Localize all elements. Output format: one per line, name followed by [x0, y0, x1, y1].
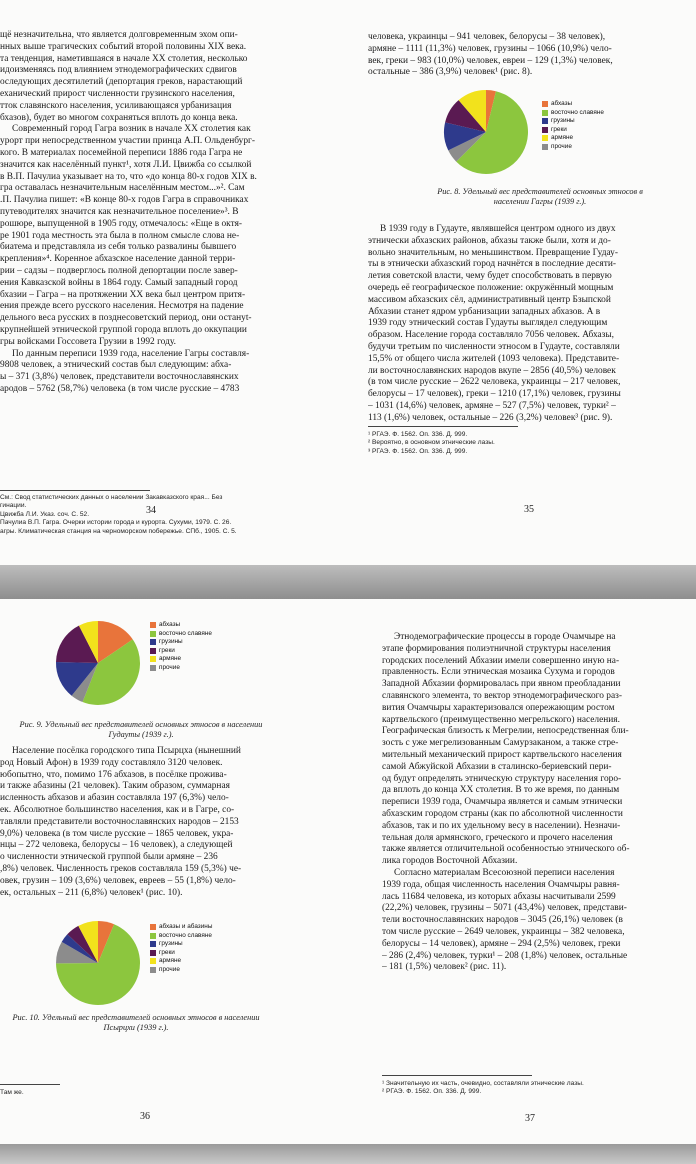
- legend-swatch: [150, 941, 156, 947]
- page-35-intro: [368, 32, 686, 79]
- text-line: та тенденция, наметившаяся в начале XX столетия, несколько: [0, 53, 248, 64]
- text-line: образом. Население города составляло 7056 человек. Абхазы,: [368, 330, 615, 341]
- legend-swatch: [542, 118, 548, 124]
- text-line: Согласно материалам Всесоюзной переписи населения: [394, 867, 615, 878]
- text-line: рии – садзы – подверглось полной депортации после завер-: [0, 265, 238, 276]
- text-line: (22,2%) человек, грузины – 5071 (43,4%) человек, представи-: [382, 903, 627, 914]
- legend-item: [542, 109, 604, 118]
- legend-fig9: [150, 621, 212, 672]
- legend-item: [150, 638, 212, 647]
- text-line: и также абазины (21 человек). Таким образом, суммарная: [0, 781, 230, 792]
- page-number-36: 36: [140, 1111, 150, 1122]
- footnote: ¹ Значительную их часть, очевидно, составляли этнические лазы.: [382, 1080, 584, 1087]
- pie-chart-gudauta: [50, 617, 150, 709]
- text-line: дельного веса русских в позднесоветский период, они остануt-: [0, 313, 252, 324]
- text-line: Абхазии станет ядром урбанизации западных абхазов. А в: [368, 306, 601, 317]
- text-line: картвельского (преимущественно мегрельского) населения.: [382, 714, 620, 725]
- legend-swatch: [150, 958, 156, 964]
- text-line: значится как населённый пункт¹, хотя Л.И. Цвижба со ссылкой: [0, 159, 252, 170]
- text-line: абхазским городом страны (как по абсолютной численности: [382, 808, 623, 819]
- text-line: тавляли представители восточнославянских народов – 2153: [0, 816, 239, 827]
- footnote-rule: [0, 490, 150, 491]
- text-line: городских поселений Абхазии имели совершенно иную на-: [382, 655, 620, 666]
- page-35-body: [368, 224, 686, 425]
- page-number-34: 34: [146, 505, 156, 516]
- text-line: гра оставалась незначительным населённым местом...»². Сам: [0, 183, 245, 194]
- text-line: ек. Абсолютное большинство населения, как и в Гагре, со-: [0, 804, 235, 815]
- text-line: юбопытно, что, помимо 176 абхазов, в посёлке прожива-: [0, 769, 227, 780]
- legend-swatch: [542, 101, 548, 107]
- text-line: ре 1901 года местность эта была в полном смысле слова не-: [0, 230, 240, 241]
- legend-swatch: [150, 967, 156, 973]
- legend-swatch: [150, 639, 156, 645]
- text-line: в В.П. Пачулиа указывает на то, что «до конца 80-х годов XIX в.: [0, 171, 257, 182]
- legend-label: абхазы: [551, 100, 573, 107]
- text-line: белорусы – 17 человек), греки – 1210 (17,1%) человек, грузины: [368, 389, 621, 400]
- text-line: крепления»⁴. Коренное абхазское население данной терри-: [0, 254, 236, 265]
- legend-item: [542, 143, 604, 152]
- legend-item: [150, 932, 212, 941]
- legend-label: прочие: [159, 663, 180, 671]
- footnote: ² РГАЭ. Ф. 1562. Оп. 336. Д. 999.: [382, 1088, 482, 1096]
- text-line: ,8%) человек. Численность греков составляла 159 (5,3%) че-: [0, 863, 242, 874]
- chart-fig8-gagra: [438, 86, 678, 178]
- page-gap: [0, 565, 696, 599]
- caption-fig9: Рис. 9. Удельный вес представителей основных этносов в населении Гудауты (1939 г.).: [19, 720, 263, 740]
- legend-label: абхазы: [159, 621, 181, 628]
- page-37-footnotes: [382, 1080, 584, 1097]
- legend-item: [150, 949, 212, 958]
- footnote: Там же.: [0, 1089, 24, 1096]
- text-line: ек, остальных – 211 (6,8%) человек¹ (рис. 10).: [0, 887, 183, 898]
- text-line: век, греки – 983 (10,0%) человек, евреи – 129 (1,3%) человек,: [368, 55, 613, 66]
- text-line: род Новый Афон) в 1939 году составляло 3120 человек.: [0, 757, 223, 768]
- text-line: 9,0%) человека (в том числе русские – 1865 человек, укра-: [0, 828, 234, 839]
- text-line: нцы – 272 человека, белорусы – 16 человек), а следующей: [0, 840, 233, 851]
- text-line: овек, грузин – 109 (3,6%) человек, евреев – 55 (1,8%) чело-: [0, 875, 236, 886]
- text-line: лась 11684 человека, из которых абхазы насчитывали 2599: [382, 891, 616, 902]
- text-line: ы – 371 (3,8%) человек, представители восточнославянских: [0, 372, 239, 383]
- text-line: (в том числе русские – 2622 человека, украинцы – 217 человек,: [368, 377, 621, 388]
- legend-fig10: [150, 923, 212, 974]
- legend-item: [150, 630, 212, 639]
- text-line: нных выше трагических событий второй половины XIX века.: [0, 41, 247, 52]
- text-line: ародов – 5762 (58,7%) человека (в том числе русские – 4783: [0, 383, 240, 394]
- text-line: ли восточнославянских народов вкупе – 2856 (40,5%) человек: [368, 365, 616, 376]
- legend-swatch: [150, 656, 156, 662]
- footnote: ¹ РГАЭ. Ф. 1562. Оп. 336. Д. 999.: [368, 431, 468, 438]
- text-line: оследующих десятилетий (депортация греков, нарастающий: [0, 77, 243, 88]
- text-line: еханический прирост численности грузинского населения,: [0, 88, 235, 99]
- legend-item: [542, 126, 604, 135]
- text-line: 113 (1,6%) человек, остальные – 226 (3,2%) человек³ (рис. 9).: [368, 412, 613, 423]
- legend-swatch: [150, 631, 156, 637]
- text-line: рошюре, выпущенной в 1905 году, отмечалось: «Еще в октя-: [0, 218, 243, 229]
- text-line: 15,5% от общего числа жителей (1093 человека). Представите-: [368, 353, 620, 364]
- text-line: массивом абхазских сёл, административный центр Бзыпской: [368, 294, 611, 305]
- legend-item: [150, 655, 212, 664]
- text-line: Этнодемографические процессы в городе Очамчыре на: [394, 632, 616, 642]
- footnote-rule: [382, 1075, 532, 1076]
- legend-label: восточно славяне: [159, 629, 212, 637]
- footnote: гинации.: [0, 502, 27, 510]
- text-line: ения Кавказской войны в 1864 году. Самый западный город: [0, 277, 238, 288]
- legend-item: [150, 923, 212, 932]
- text-line: лика городов Восточной Абхазии.: [382, 856, 518, 867]
- pie-chart-gagra: [438, 86, 538, 178]
- text-line: вития Очамчыры характеризовался опережающим ростом: [382, 702, 615, 713]
- page-34-footnotes: [0, 494, 237, 536]
- legend-label: восточно славяне: [159, 931, 212, 939]
- footnote: Пачулиа В.П. Гагра. Очерки истории города и курорта. Сухуми, 1979. С. 26.: [0, 519, 232, 527]
- text-line: абхазов, так и по их удельному весу в населении). Незначи-: [382, 820, 621, 831]
- legend-label: абхазы и абазины: [159, 923, 213, 930]
- legend-label: прочие: [551, 142, 572, 150]
- page-36-footnotes: [0, 1089, 24, 1097]
- text-line: очередь её географическое положение: окружённый мощным: [368, 282, 614, 293]
- chart-fig10-psyrtskha: [50, 917, 290, 1009]
- text-line: биатема и представляла из себя только развалины бывшего: [0, 242, 237, 253]
- legend-item: [542, 100, 604, 109]
- legend-item: [150, 940, 212, 949]
- text-line: щё незначительна, что является долговременным эхом опи-: [0, 30, 238, 40]
- text-line: мительный механический прирост картвельского населения: [382, 749, 622, 760]
- text-line: бхазов), будет во многом сохраняться вплоть до конца века.: [0, 112, 238, 123]
- footnote: ³ РГАЭ. Ф. 1562. Оп. 336. Д. 999.: [368, 447, 468, 455]
- text-line: идоизменяясь под влиянием этнодемографических сдвигов: [0, 65, 237, 76]
- text-line: вольно значительным, но меньшинством. Превращение Гудау-: [368, 247, 618, 258]
- legend-item: [150, 664, 212, 673]
- legend-item: [150, 957, 212, 966]
- legend-swatch: [542, 135, 548, 141]
- spread-pages-36-37: [0, 599, 696, 1164]
- legend-swatch: [542, 127, 548, 133]
- text-line: тели восточнославянских народов – 3045 (26,1%) человек (в: [382, 915, 623, 926]
- text-line: также является отличительной особенностью этнического об-: [382, 844, 630, 855]
- text-line: крупнейшей этнической группой города вплоть до оккупации: [0, 324, 247, 335]
- bottom-edge: [0, 1144, 696, 1164]
- text-line: армяне – 1111 (11,3%) человек, грузины – 1066 (10,9%) чело-: [368, 43, 612, 54]
- text-line: будучи третьим по численности этносом в Гудауте, составляли: [368, 341, 620, 352]
- text-line: урорт при непосредственном участии принца А.П. Ольденбург-: [0, 136, 255, 147]
- text-line: о численности этнической группой были армяне – 236: [0, 852, 218, 863]
- text-line: переписи 1939 года, Очамчыра является и самым этнически: [382, 797, 623, 808]
- page-34-body: [0, 30, 298, 396]
- legend-label: греки: [159, 646, 175, 654]
- spread-pages-34-35: [0, 0, 696, 565]
- text-line: Современный город Гагра возник в начале XX столетия как: [12, 124, 251, 135]
- text-line: По данным переписи 1939 года, население Гагры составля-: [12, 348, 250, 359]
- text-line: исленность абхазов и абазин составляла 197 (6,3%) чело-: [0, 793, 229, 804]
- legend-swatch: [150, 648, 156, 654]
- legend-item: [542, 117, 604, 126]
- text-line: 9808 человек, а этнический состав был следующим: абха-: [0, 360, 232, 371]
- footnote: Цвижба Л.И. Указ. соч. С. 52.: [0, 510, 90, 518]
- text-line: да вплоть до конца XX столетия. В то же время, по данным: [382, 785, 620, 796]
- legend-swatch: [542, 144, 548, 150]
- legend-swatch: [150, 924, 156, 930]
- text-line: 1939 года, общая численность населения Очамчыры равня-: [382, 879, 620, 890]
- text-line: путеводителях значится как незначительное поселение»³. В: [0, 206, 239, 217]
- text-line: тельная доля армянского, греческого и прочего населения: [382, 832, 613, 843]
- text-line: гры войсками Госсовета Грузии в 1992 году.: [0, 336, 176, 347]
- text-line: правленность. Если этническая мозаика Сухума и городов: [382, 667, 615, 678]
- page-number-37: 37: [525, 1113, 535, 1124]
- legend-label: армяне: [159, 957, 182, 964]
- text-line: белорусы – 14 человек), армяне – 294 (2,5%) человек, греки: [382, 938, 621, 949]
- legend-label: армяне: [551, 134, 574, 141]
- legend-label: прочие: [159, 965, 180, 973]
- legend-label: армяне: [159, 655, 182, 662]
- page-35-footnotes: [368, 431, 495, 456]
- text-line: том числе русские – 2649 человек, украинцы – 382 человека,: [382, 926, 625, 937]
- page-number-35: 35: [524, 504, 534, 515]
- caption-fig10: Рис. 10. Удельный вес представителей основных этносов в населении Псырцхи (1939 г.).: [12, 1013, 260, 1033]
- text-line: человека, украинцы – 941 человек, белорусы – 38 человек),: [368, 32, 606, 42]
- text-line: .П. Пачулиа пишет: «В конце 80-х годов Гагра в справочниках: [0, 195, 249, 206]
- legend-item: [542, 134, 604, 143]
- legend-swatch: [150, 622, 156, 628]
- legend-item: [150, 647, 212, 656]
- page-37-body: [382, 632, 686, 974]
- text-line: ения прежде всего русского населения. Несмотря на падение: [0, 301, 244, 312]
- legend-swatch: [150, 950, 156, 956]
- legend-swatch: [150, 933, 156, 939]
- legend-label: греки: [551, 125, 567, 133]
- legend-label: восточно славяне: [551, 108, 604, 116]
- text-line: В 1939 году в Гудауте, являвшейся центром одного из двух: [380, 224, 616, 234]
- text-line: – 1031 (14,6%) человек, армяне – 527 (7,5%) человек, турки² –: [368, 400, 616, 411]
- pie-chart-psyrtskha: [50, 917, 150, 1009]
- text-line: зость с уже мегрелизованным Самурзаканом, а также стре-: [382, 738, 619, 749]
- text-line: – 286 (2,4%) человек, турки¹ – 208 (1,8%) человек, остальные: [382, 950, 628, 961]
- legend-label: грузины: [551, 117, 575, 124]
- text-line: славянского элемента, то вектор этнодемографического раз-: [382, 690, 622, 701]
- caption-fig8: Рис. 8. Удельный вес представителей основных этносов в населении Гагры (1939 г.).: [437, 187, 643, 207]
- footnote-rule: [0, 1084, 60, 1085]
- chart-fig9-gudauta: [50, 617, 290, 709]
- legend-item: [150, 966, 212, 975]
- text-line: 1939 году этнический состав Гудауты выглядел следующим: [368, 318, 608, 329]
- text-line: Географическая близость к Мегрелии, непосредственная бли-: [382, 726, 629, 737]
- legend-label: грузины: [159, 940, 183, 947]
- text-line: – 181 (1,5%) человек² (рис. 11).: [382, 962, 507, 973]
- text-line: остальные – 386 (3,9%) человек¹ (рис. 8).: [368, 67, 533, 78]
- text-line: кого. В материалах посемейной переписи 1886 года Гагра не: [0, 147, 243, 158]
- text-line: самой Абжуйской Абхазии в сталинско-бериевский пери-: [382, 761, 612, 772]
- legend-label: греки: [159, 948, 175, 956]
- legend-swatch: [150, 665, 156, 671]
- text-line: Западной Абхазии формировалась при явном преобладании: [382, 679, 621, 690]
- footnote: агры. Климатическая станция на черноморском побережье. СПб., 1905. С. 5.: [0, 527, 237, 535]
- text-line: тток славянского населения, усиливающаяся урбанизация: [0, 100, 232, 111]
- footnote: ² Вероятно, в основном этнические лазы.: [368, 439, 495, 447]
- text-line: бхазии – Гагра – на протяжении XX века был центром притя-: [0, 289, 246, 300]
- text-line: этнически абхазских районов, абхазы также были, хотя и до-: [368, 235, 611, 246]
- footnote-rule: [368, 426, 518, 427]
- text-line: од будут определять этническую структуру населения горо-: [382, 773, 622, 784]
- text-line: ты в этнически абхазский город начнётся в последние десяти-: [368, 259, 616, 270]
- legend-item: [150, 621, 212, 630]
- page-36-body: [0, 746, 298, 899]
- text-line: летия советской власти, чему будет способствовать в первую: [368, 271, 612, 282]
- text-line: этапе формирования полиэтничной структуры населения: [382, 643, 611, 654]
- legend-label: грузины: [159, 638, 183, 645]
- legend-swatch: [542, 110, 548, 116]
- footnote: См.: Свод статистических данных о населении Закавказского края... Без: [0, 494, 223, 501]
- legend-fig8: [542, 100, 604, 151]
- text-line: Население посёлка городского типа Псырцха (нынешний: [12, 746, 241, 756]
